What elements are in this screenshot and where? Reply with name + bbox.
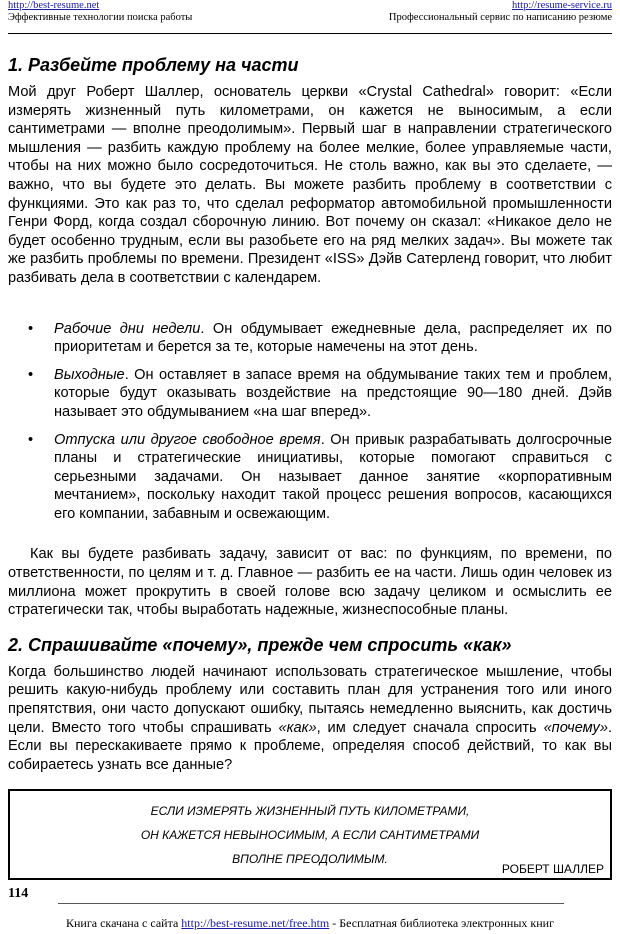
header-left-text: Эффективные технологии поиска работы [8,12,193,23]
page-header [8,0,612,34]
footer-divider [58,903,564,904]
page-content [8,54,612,774]
list-item [8,366,612,422]
quote-line-2: ОН КАЖЕТСЯ НЕВЫНОСИМЫМ, А ЕСЛИ САНТИМЕТРАМИ [140,828,480,842]
bullet-lead: Отпуска или другое свободное время [54,431,321,448]
list-item [8,320,612,357]
section1-paragraph: Мой друг Роберт Шаллер, основатель церкви «Crystal Cathedral» говорит: «Если измерять жизненный путь километрами, он кажется не выносимым, а если сантиметрами — вполне преодолимым». Первый шаг в направлении стратегического мышления — разбить каждую проблему на более мелкие, более управляемые части, чтобы на них можно было сосредоточиться. Не столь важно, как вы это сделаете, — важно, что вы будете это делать. Вы можете разбить проблему в соответствии с функциями. Это как раз то, что сделал реформатор автомобильной промышленности Генри Форд, когда создал сборочную линию. Вот почему он сказал: «Никакое дело не будет особенно трудным, если вы разобьете его на ряд мелких задач». Вы можете так же разбить проблемы по времени. Президент «ISS» Дэйв Сатерленд говорит, что любит разбивать дела в соответствии с календарем. [8,84,612,286]
quote-box [8,789,612,880]
bullet-lead: Рабочие дни недели [54,320,201,337]
header-divider [8,33,612,34]
section2-text-3: . Если вы перескакиваете прямо к проблеме, определяя способ действий, то как вы собираетесь узнать все данные? [8,719,612,773]
footer-link[interactable]: http://best-resume.net/free.htm [181,916,330,930]
header-left [8,0,192,24]
list-item [8,431,612,524]
header-left-link[interactable]: http://best-resume.net [8,0,100,11]
quote-author: РОБЕРТ ШАЛЛЕР [501,862,604,876]
bullet-icon: • [28,431,34,448]
bullet-text: . Он привык разрабатывать долгосрочные планы и стратегические инициативы, которые помогают справиться с серьезными задачами. Он называет данное занятие «корпоративным мечтанием», поскольку находит такой процесс решения вопросов, касающихся его компании, забавным и освежающим. [54,431,612,522]
footer-suffix: - Бесплатная библиотека электронных книг [329,916,554,930]
section2-text-1: Когда большинство людей начинают использовать стратегическое мышление, чтобы решить какую-нибудь проблему или составить план для устранения того или иного препятствия, они часто допускают ошибку, пытаясь немедленно выяснить, как достичь цели. Вместо того чтобы спрашивать [8,663,612,736]
section2-text-2: , им следует сначала спросить [316,719,544,736]
footer-prefix: Книга скачана с сайта [66,916,182,930]
section2-kak: «как» [278,719,317,736]
section2-pochemu: «почему» [543,719,608,736]
bullet-text: . Он обдумывает ежедневные дела, распределяет их по приоритетам и берется за те, которые намечены на этот день. [54,320,612,356]
page-footer [0,916,620,930]
page-number: 114 [8,886,29,901]
section1-bullet-list [8,320,612,524]
header-right-link[interactable]: http://resume-service.ru [511,0,612,11]
bullet-text: . Он оставляет в запасе время на обдумывание таких тем и проблем, которые будут оказывать воздействие на предстоящие 90—180 дней. Дэйв называет это обдумыванием «на шаг вперед». [54,366,612,420]
section1-title: 1. Разбейте проблему на части [8,55,299,75]
bullet-icon: • [28,320,34,337]
bullet-icon: • [28,366,34,383]
bullet-lead: Выходные [54,366,125,383]
section2-title: 2. Спрашивайте «почему», прежде чем спросить «как» [8,634,512,655]
section2-paragraph [8,663,612,775]
header-right-text: Профессиональный сервис по написанию резюме [388,12,612,23]
section1-closing: Как вы будете разбивать задачу, зависит от вас: по функциям, по времени, по ответственности, по целям и т. д. Главное — разбить ее на части. Лишь один человек из миллиона может прокрутить в своей голове всю задачу целиком и осмыслить ее стратегически так, чтобы выработать надежные, жизнеспособные планы. [8,546,612,619]
quote-line-3: ВПОЛНЕ ПРЕОДОЛИМЫМ. [232,852,388,866]
quote-line-1: ЕСЛИ ИЗМЕРЯТЬ ЖИЗНЕННЫЙ ПУТЬ КИЛОМЕТРАМИ, [150,804,470,818]
header-right [389,0,612,24]
